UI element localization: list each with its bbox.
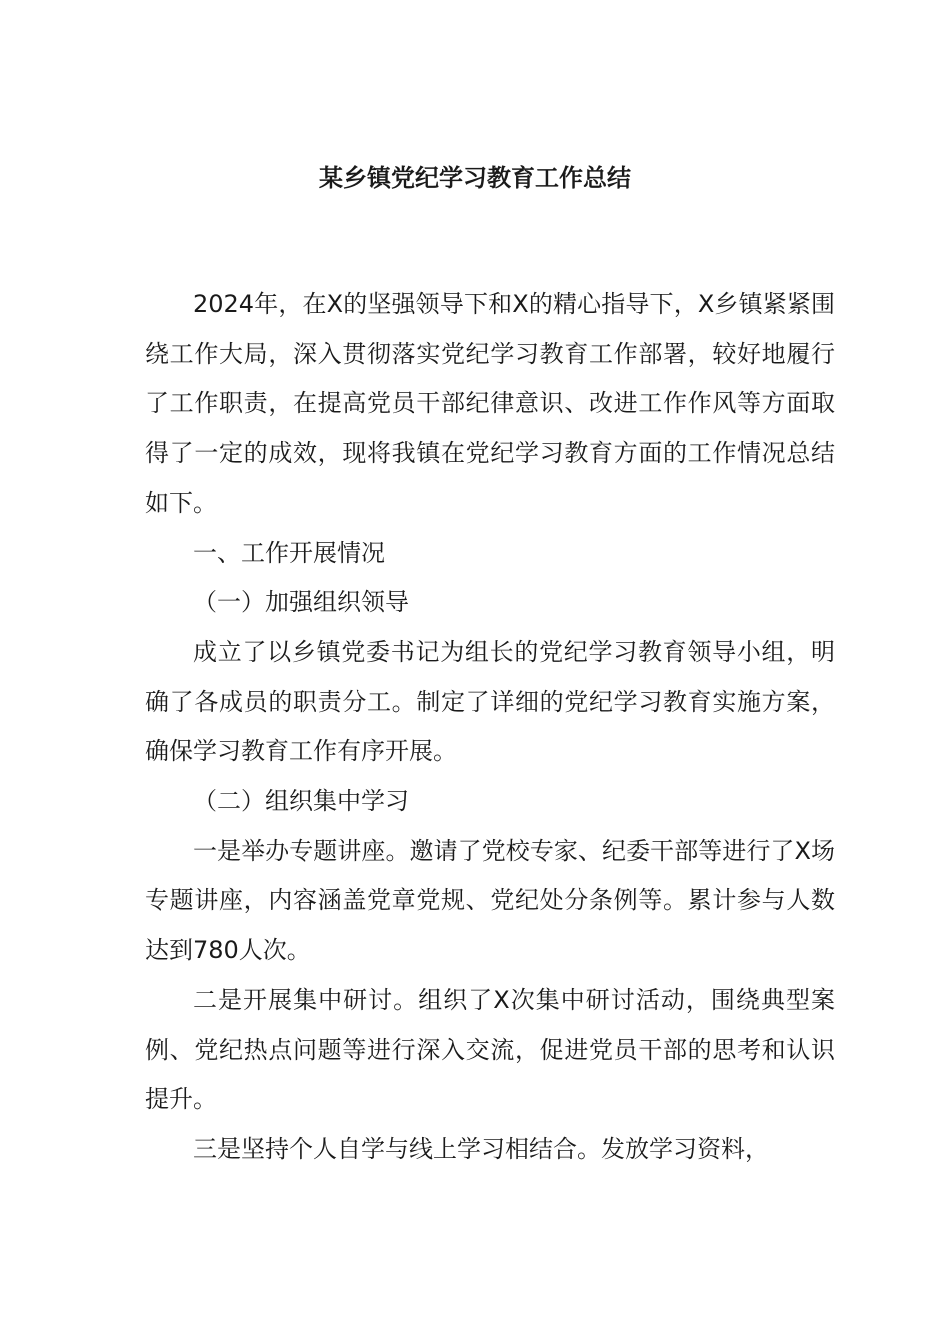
paragraph-self-study: 三是坚持个人自学与线上学习相结合。发放学习资料， [193, 1134, 769, 1163]
paragraph-lectures: 一是举办专题讲座。邀请了党校专家、纪委干部等进行了X场专题讲座，内容涵盖党章党规、党纪处分条例等。累计参与人数达到780人次。 [145, 836, 835, 965]
subsection-heading-2: （二）组织集中学习 [193, 787, 409, 816]
paragraph-organization: 成立了以乡镇党委书记为组长的党纪学习教育领导小组，明确了各成员的职责分工。制定了详细的党纪学习教育实施方案，确保学习教育工作有序开展。 [145, 637, 835, 766]
paragraph-intro: 2024年，在X的坚强领导下和X的精心指导下，X乡镇紧紧围绕工作大局，深入贯彻落实党纪学习教育工作部署，较好地履行了工作职责，在提高党员干部纪律意识、改进工作作风等方面取得了一定的成效，现将我镇在党纪学习教育方面的工作情况总结如下。 [145, 290, 835, 517]
subsection-heading-1: （一）加强组织领导 [193, 588, 409, 617]
document-body [145, 280, 835, 1175]
document-title: 某乡镇党纪学习教育工作总结 [319, 164, 631, 192]
paragraph-seminars: 二是开展集中研讨。组织了X次集中研讨活动，围绕典型案例、党纪热点问题等进行深入交流，促进党员干部的思考和认识提升。 [145, 985, 835, 1114]
section-heading-1: 一、工作开展情况 [193, 538, 385, 567]
